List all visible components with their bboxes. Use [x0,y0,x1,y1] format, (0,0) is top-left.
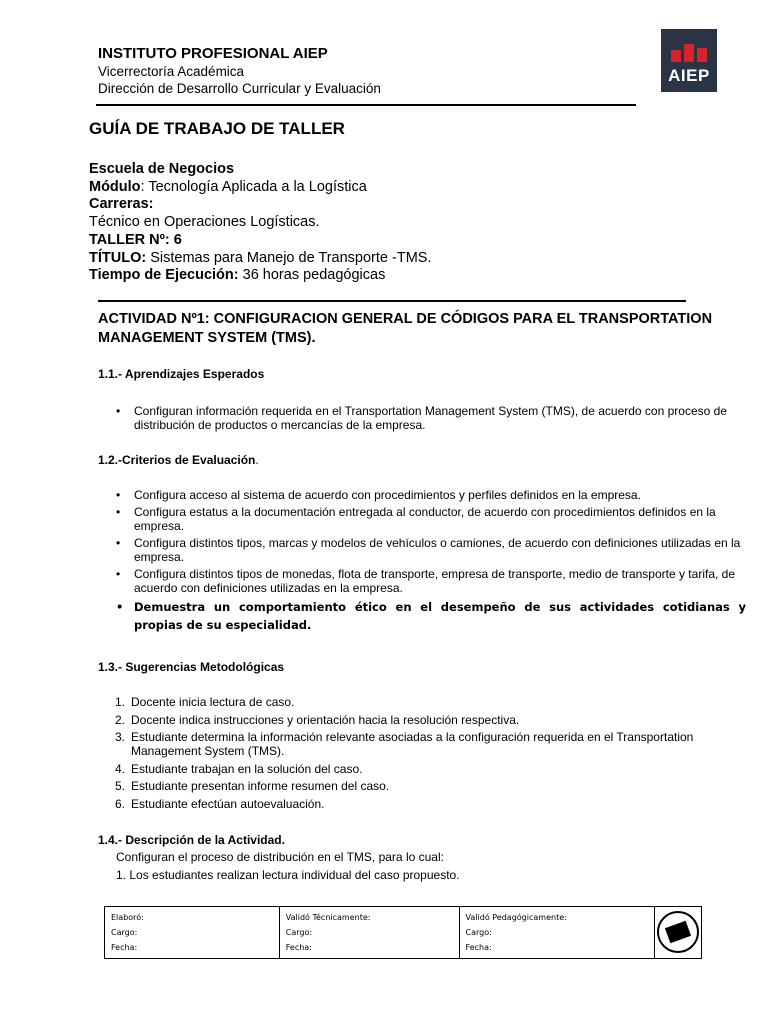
list-item-text: Estudiante determina la información relevante asociadas a la configuración requerida en el Transportation Management System (TMS). [131,730,694,758]
list-item [116,598,746,634]
careers-label: Carreras: [89,196,154,212]
signature-label: Validó Pedagógicamente: [465,913,567,922]
activity-intro: Configuran el proceso de distribución en el TMS, para lo cual: [116,850,444,864]
meta-time [89,267,385,283]
school-text: Escuela de Negocios [89,161,235,177]
meta-divider [98,300,686,302]
bullet-icon: • [116,536,121,550]
signature-label: Fecha: [465,943,492,952]
section-1-3-heading: 1.3.- Sugerencias Metodológicas [98,660,285,674]
signature-label: Cargo: [111,928,138,937]
title-value: Sistemas para Manejo de Transporte -TMS. [146,250,432,266]
list-item-number: 3. [115,730,126,744]
module-label: Módulo [89,179,141,195]
list-item [116,536,746,564]
list-item-number: 6. [115,796,126,811]
activity-step-1: 1. Los estudiantes realizan lectura individual del caso propuesto. [116,868,460,882]
signature-cell-pedagogical [459,907,654,959]
meta-careers-value: Técnico en Operaciones Logísticas. [89,214,320,230]
methodology-list [115,695,740,814]
aiep-logo [661,29,717,92]
seal-cell [654,907,702,959]
signature-cell-prepared [105,907,280,959]
list-item [116,488,746,502]
bullet-icon: • [116,567,121,581]
list-item-number: 2. [115,712,126,727]
meta-careers-label [89,196,154,212]
time-value: 36 horas pedagógicas [238,267,386,283]
list-item-text: Estudiante trabajan en la solución del caso. [131,761,363,776]
section-1-1-heading: 1.1.- Aprendizajes Esperados [98,367,265,381]
signature-label: Cargo: [465,928,492,937]
section-1-2-heading-text: 1.2.-Criterios de Evaluación [98,453,256,467]
bullet-icon: • [116,488,121,502]
list-item-text: Estudiante presentan informe resumen del caso. [131,779,390,793]
bullet-icon: • [116,505,121,519]
section-1-2-heading [98,453,259,467]
signature-label: Fecha: [111,943,138,952]
header-divider [96,104,636,106]
list-item-text: Docente inicia lectura de caso. [131,695,295,709]
signature-label: Fecha: [285,943,312,952]
list-item [116,567,746,595]
list-item-number: 1. [115,695,126,709]
time-label: Tiempo de Ejecución: [89,267,239,283]
module-value: : Tecnología Aplicada a la Logística [140,179,367,195]
list-item [116,505,746,533]
list-item-number: 5. [115,779,126,793]
expected-learning-list [116,404,746,435]
list-item [115,797,740,811]
bullet-icon: • [116,600,124,614]
title-label: TÍTULO: [89,250,147,266]
workshop-text: TALLER Nº: 6 [89,232,182,248]
list-item [116,404,746,432]
signature-table [104,906,702,959]
institution-name: INSTITUTO PROFESIONAL AIEP [98,45,328,62]
activity-title: ACTIVIDAD Nº1: CONFIGURACION GENERAL DE CÓDIGOS PARA EL TRANSPORTATION MANAGEMENT SYSTEM (TMS). [98,311,713,346]
list-item-text: Demuestra un comportamiento ético en el desempeño de sus actividades cotidianas y propias de su especialidad. [134,600,746,632]
list-item [115,713,740,727]
list-item-text: Configura estatus a la documentación entregada al conductor, de acuerdo con procedimientos definidos en la empresa. [134,505,716,533]
section-1-2-heading-suffix: . [255,453,259,467]
list-item-text: Estudiante efectúan autoevaluación. [131,796,325,811]
list-item-text: Configura acceso al sistema de acuerdo con procedimientos y perfiles definidos en la empresa. [134,488,641,502]
list-item-text: Configura distintos tipos, marcas y modelos de vehículos o camiones, de acuerdo con definiciones utilizadas en la empresa. [134,536,741,564]
list-item-text: Configuran información requerida en el Transportation Management System (TMS), de acuerdo con proceso de distribución de productos o mercancías de la empresa. [134,404,727,432]
signature-label: Cargo: [285,928,313,937]
list-item [115,730,740,758]
evaluation-criteria-list [116,488,746,637]
header-line-1: Vicerrectoría Académica [98,64,245,79]
document-title: GUÍA DE TRABAJO DE TALLER [89,119,345,138]
aiep-seal-icon [657,911,699,953]
section-1-4-heading: 1.4.- Descripción de la Actividad. [98,833,285,847]
logo-bars-icon [671,44,707,62]
logo-text: AIEP [668,66,710,85]
meta-title [89,250,431,266]
meta-module [89,179,367,195]
list-item [115,762,740,776]
signature-label: Validó Técnicamente: [285,913,371,922]
bullet-icon: • [116,404,121,418]
list-item-text: Configura distintos tipos de monedas, flota de transporte, empresa de transporte, medio de transporte y tarifa, de acuerdo con definiciones utilizadas en la empresa. [134,567,736,595]
meta-school [89,161,234,177]
list-item-number: 4. [115,761,126,776]
list-item [115,695,740,709]
header-line-2: Dirección de Desarrollo Curricular y Evaluación [98,81,381,96]
signature-cell-technical [279,907,459,959]
meta-workshop [89,232,182,248]
signature-label: Elaboró: [111,913,144,922]
list-item [115,779,740,793]
list-item-text: Docente indica instrucciones y orientación hacia la resolución respectiva. [131,712,520,727]
